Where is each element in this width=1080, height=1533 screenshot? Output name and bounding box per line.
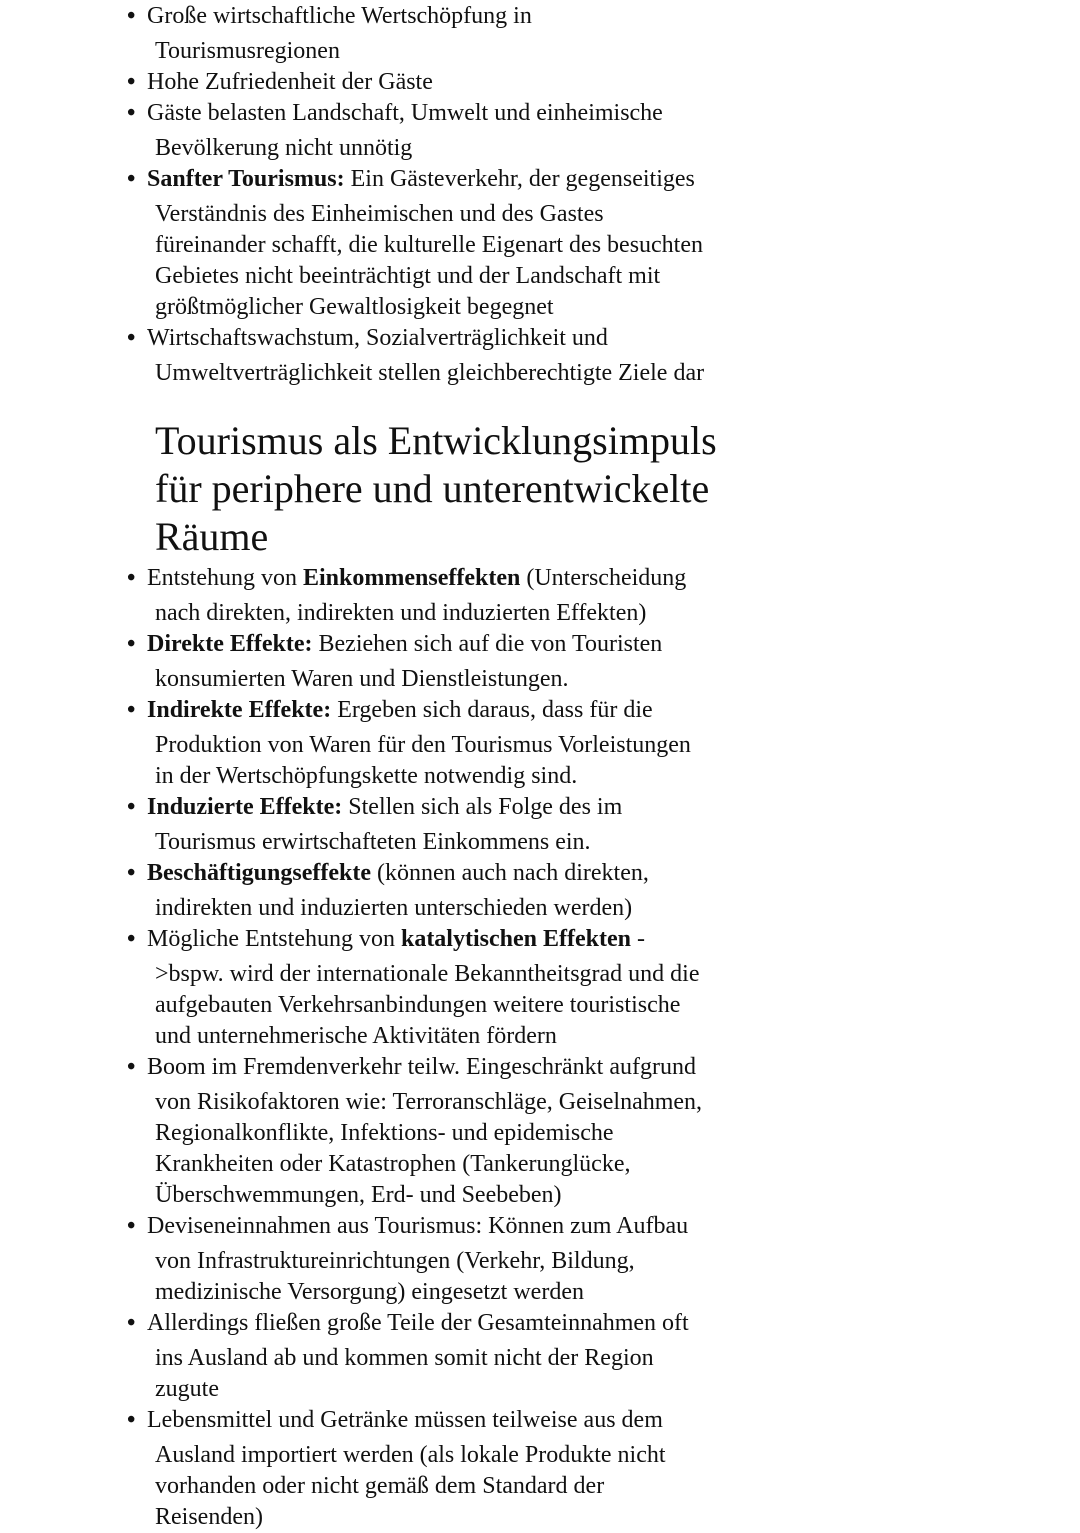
list-item bbox=[0, 924, 1080, 1052]
list-item-continuation: Überschwemmungen, Erd- und Seebeben) bbox=[155, 1182, 562, 1208]
bullet-icon: • bbox=[127, 1213, 136, 1239]
list-item-first-line bbox=[0, 924, 1080, 955]
bullet-icon: • bbox=[127, 697, 136, 723]
bullet-icon: • bbox=[127, 325, 136, 351]
text-segment: Entstehung von bbox=[147, 565, 303, 591]
list-item-continuation: vorhanden oder nicht gemäß dem Standard der bbox=[155, 1473, 605, 1499]
heading-line: Räume bbox=[155, 514, 269, 559]
text-segment: Allerdings fließen große Teile der Gesamteinnahmen oft bbox=[147, 1310, 689, 1336]
text-segment: Ergeben sich daraus, dass für die bbox=[331, 697, 653, 723]
list-item-first-line bbox=[0, 629, 1080, 660]
list-item-continuation: Regionalkonflikte, Infektions- und epidemische bbox=[155, 1120, 614, 1146]
list-item-continuation: Verständnis des Einheimischen und des Gastes bbox=[155, 201, 604, 227]
bullet-icon: • bbox=[127, 926, 136, 952]
list-item-first-line bbox=[0, 1405, 1080, 1436]
text-segment: Wirtschaftswachstum, Sozialverträglichkeit und bbox=[147, 325, 608, 351]
list-item bbox=[0, 67, 1080, 98]
heading-line: Tourismus als Entwicklungsimpuls bbox=[155, 418, 717, 463]
text-segment: Hohe Zufriedenheit der Gäste bbox=[147, 69, 433, 95]
bullet-list bbox=[0, 1, 1080, 389]
list-item-continuation: in der Wertschöpfungskette notwendig sind. bbox=[155, 763, 578, 789]
bullet-icon: • bbox=[127, 166, 136, 192]
list-item-first-line bbox=[0, 695, 1080, 726]
list-item-continuation: Tourismus erwirtschafteten Einkommens ein. bbox=[155, 829, 591, 855]
list-item bbox=[0, 1405, 1080, 1533]
list-item-continuation: Ausland importiert werden (als lokale Produkte nicht bbox=[155, 1442, 666, 1468]
list-item bbox=[0, 98, 1080, 164]
list-item-continuation: von Risikofaktoren wie: Terroranschläge, Geiselnahmen, bbox=[155, 1089, 703, 1115]
text-segment: Große wirtschaftliche Wertschöpfung in bbox=[147, 3, 532, 29]
list-item-continuation: Bevölkerung nicht unnötig bbox=[155, 135, 413, 161]
list-item-first-line bbox=[0, 858, 1080, 889]
list-item-continuation: zugute bbox=[155, 1376, 219, 1402]
list-item-continuation: aufgebauten Verkehrsanbindungen weitere touristische bbox=[155, 992, 681, 1018]
list-item bbox=[0, 695, 1080, 792]
list-item bbox=[0, 563, 1080, 629]
list-item-continuation: und unternehmerische Aktivitäten fördern bbox=[155, 1023, 557, 1049]
list-item bbox=[0, 858, 1080, 924]
bullet-icon: • bbox=[127, 565, 136, 591]
list-item bbox=[0, 792, 1080, 858]
text-segment: Mögliche Entstehung von bbox=[147, 926, 401, 952]
list-item-continuation: Krankheiten oder Katastrophen (Tankerunglücke, bbox=[155, 1151, 631, 1177]
text-segment: (Unterscheidung bbox=[520, 565, 687, 591]
list-item-continuation: füreinander schafft, die kulturelle Eigenart des besuchten bbox=[155, 232, 704, 258]
list-item-continuation: größtmöglicher Gewaltlosigkeit begegnet bbox=[155, 294, 554, 320]
list-item-continuation: von Infrastruktureinrichtungen (Verkehr, Bildung, bbox=[155, 1248, 635, 1274]
bullet-icon: • bbox=[127, 3, 136, 29]
list-item-first-line bbox=[0, 164, 1080, 195]
list-item-continuation: nach direkten, indirekten und induzierten Effekten) bbox=[155, 600, 647, 626]
list-item-first-line bbox=[0, 792, 1080, 823]
list-item-first-line bbox=[0, 98, 1080, 129]
list-item-continuation: indirekten und induzierten unterschieden werden) bbox=[155, 895, 633, 921]
list-item-first-line bbox=[0, 1308, 1080, 1339]
list-item bbox=[0, 629, 1080, 695]
list-item bbox=[0, 1, 1080, 67]
bullet-icon: • bbox=[127, 69, 136, 95]
list-item bbox=[0, 1308, 1080, 1405]
list-item-first-line bbox=[0, 1052, 1080, 1083]
list-item-first-line bbox=[0, 563, 1080, 594]
bold-term: Einkommenseffekten bbox=[303, 565, 521, 591]
text-segment: Boom im Fremdenverkehr teilw. Eingeschränkt aufgrund bbox=[147, 1054, 696, 1080]
bullet-icon: • bbox=[127, 794, 136, 820]
bold-term: Indirekte Effekte: bbox=[147, 697, 332, 723]
list-item-continuation: konsumierten Waren und Dienstleistungen. bbox=[155, 666, 569, 692]
text-segment: (können auch nach direkten, bbox=[370, 860, 649, 886]
document-body bbox=[0, 1, 1080, 1533]
list-item-continuation: Tourismusregionen bbox=[155, 38, 340, 64]
bullet-icon: • bbox=[127, 1310, 136, 1336]
bullet-icon: • bbox=[127, 1407, 136, 1433]
bullet-icon: • bbox=[127, 1054, 136, 1080]
bullet-icon: • bbox=[127, 860, 136, 886]
list-item-continuation: Gebietes nicht beeinträchtigt und der Landschaft mit bbox=[155, 263, 661, 289]
bold-term: Direkte Effekte: bbox=[147, 631, 313, 657]
bullet-icon: • bbox=[127, 631, 136, 657]
text-segment: Ein Gästeverkehr, der gegenseitiges bbox=[344, 166, 695, 192]
heading-line: für periphere und unterentwickelte bbox=[155, 466, 710, 511]
list-item-first-line bbox=[0, 1, 1080, 32]
list-item bbox=[0, 1052, 1080, 1211]
bold-term: katalytischen Effekten bbox=[400, 926, 631, 952]
list-item-continuation: Umweltverträglichkeit stellen gleichberechtigte Ziele dar bbox=[155, 360, 705, 386]
list-item-continuation: ins Ausland ab und kommen somit nicht der Region bbox=[155, 1345, 654, 1371]
list-item-continuation: Reisenden) bbox=[155, 1504, 263, 1530]
list-item-first-line bbox=[0, 67, 1080, 98]
bold-term: Sanfter Tourismus: bbox=[147, 166, 345, 192]
text-segment: Beziehen sich auf die von Touristen bbox=[312, 631, 663, 657]
bullet-list bbox=[0, 563, 1080, 1533]
list-item-first-line bbox=[0, 1211, 1080, 1242]
text-segment: Lebensmittel und Getränke müssen teilweise aus dem bbox=[147, 1407, 663, 1433]
text-segment: Gäste belasten Landschaft, Umwelt und einheimische bbox=[147, 100, 663, 126]
list-item-continuation: Produktion von Waren für den Tourismus Vorleistungen bbox=[155, 732, 691, 758]
text-segment: Stellen sich als Folge des im bbox=[342, 794, 623, 820]
bold-term: Beschäftigungseffekte bbox=[147, 860, 371, 886]
text-segment: - bbox=[630, 926, 645, 952]
list-item bbox=[0, 164, 1080, 323]
list-item-continuation: medizinische Versorgung) eingesetzt werden bbox=[155, 1279, 584, 1305]
list-item bbox=[0, 323, 1080, 389]
list-item-first-line bbox=[0, 323, 1080, 354]
text-segment: Deviseneinnahmen aus Tourismus: Können zum Aufbau bbox=[147, 1213, 689, 1239]
bullet-icon: • bbox=[127, 100, 136, 126]
section-heading bbox=[0, 417, 1080, 561]
bold-term: Induzierte Effekte: bbox=[147, 794, 343, 820]
list-item-continuation: >bspw. wird der internationale Bekanntheitsgrad und die bbox=[155, 961, 700, 987]
list-item bbox=[0, 1211, 1080, 1308]
